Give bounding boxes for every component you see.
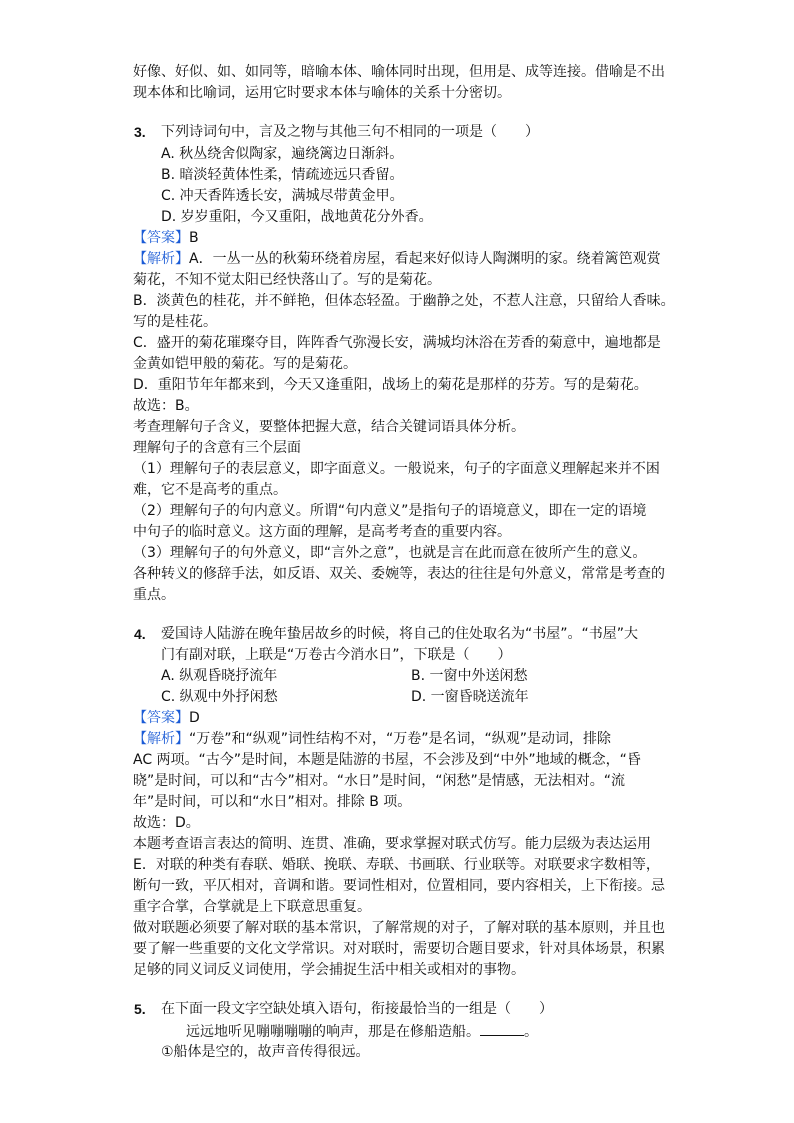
q4-answer: D — [189, 710, 200, 726]
q5-item-1: ①船体是空的，故声音传得很远。 — [161, 1044, 370, 1060]
q4-analysis-line: 本题考查语言表达的简明、连贯、准确，要求掌握对联式仿写。能力层级为表达运用 — [133, 836, 651, 852]
analysis-tag: 【解析】 — [133, 731, 189, 747]
q4-option-d: D. 一窗昏晓送流年 — [411, 689, 529, 705]
q4-analysis-line: E．对联的种类有春联、婚联、挽联、寿联、书画联、行业联等。对联要求字数相等， — [133, 857, 660, 873]
q3-analysis-line-1 — [133, 249, 661, 269]
intro-line-1: 好像、好似、如、如同等，暗喻本体、喻体同时出现，但用是、成等连接。借喻是不出 — [133, 64, 665, 80]
q3-analysis-line: 重点。 — [133, 587, 175, 603]
q3-option-a: A. 秋丛绕舍似陶家，遍绕篱边日渐斜。 — [161, 146, 404, 162]
q3-analysis-line: 故选：B。 — [133, 398, 199, 414]
q4-analysis-line: 年”是时间，可以和“水日”相对。排除 B 项。 — [133, 794, 412, 810]
q3-analysis-line: （1）理解句子的表层意义，即字面意义。一般说来，句子的字面意义理解起来并不困 — [133, 461, 660, 477]
answer-tag: 【答案】 — [133, 230, 189, 246]
q3-answer: B — [189, 230, 199, 246]
q4-analysis-line: 做对联题必须要了解对联的基本常识，了解常规的对子，了解对联的基本原则，并且也 — [133, 920, 665, 936]
q3-analysis-line: D．重阳节年年都来到，今天又逢重阳，战场上的菊花是那样的芬芳。写的是菊花。 — [133, 377, 648, 393]
q3-option-d: D. 岁岁重阳，今又重阳，战地黄花分外香。 — [161, 209, 433, 225]
q4-analysis-line: 故选：D。 — [133, 815, 200, 831]
q3-analysis-line: B．淡黄色的桂花，并不鲜艳，但体态轻盈。于幽静之处，不惹人注意，只留给人香味。 — [133, 293, 675, 309]
q3-analysis-line: C．盛开的菊花璀璨夺目，阵阵香气弥漫长安，满城均沐浴在芳香的菊意中，遍地都是 — [133, 335, 661, 351]
q4-analysis-line: 重字合掌，合掌就是上下联意思重复。 — [133, 899, 371, 915]
q4-analysis-line-1 — [133, 729, 611, 749]
question-3-stem: 下列诗词句中，言及之物与其他三句不相同的一项是（ ） — [161, 124, 539, 140]
q4-analysis-line: 要了解一些重要的文化文学常识。对对联时，需要切合题目要求，针对具体场景，积累 — [133, 941, 665, 957]
q4-analysis-line: 断句一致，平仄相对，音调和谐。要词性相对，位置相同，要内容相关，上下衔接。忌 — [133, 878, 665, 894]
q4-analysis-line: AC 两项。“古今”是时间，本题是陆游的书屋，不会涉及到“中外”地域的概念，“昏 — [133, 752, 641, 768]
answer-tag: 【答案】 — [133, 710, 189, 726]
q3-option-c: C. 冲天香阵透长安，满城尽带黄金甲。 — [161, 188, 404, 204]
question-4-number: 4. — [134, 626, 146, 642]
question-3-number: 3. — [134, 124, 146, 140]
q3-analysis-line: 难，它不是高考的重点。 — [133, 482, 287, 498]
q3-analysis-line: 金黄如铠甲般的菊花。写的是菊花。 — [133, 356, 357, 372]
intro-line-2: 现本体和比喻词，运用它时要求本体与喻体的关系十分密切。 — [133, 85, 511, 101]
q3-analysis-line: 各种转义的修辞手法，如反语、双关、委婉等，表达的往往是句外意义，常常是考查的 — [133, 566, 665, 582]
q3-analysis-line: 考查理解句子含义，要整体把握大意，结合关键词语具体分析。 — [133, 419, 525, 435]
q4-analysis-text: “万卷”和“纵观”词性结构不对，“万卷”是名词，“纵观”是动词，排除 — [189, 731, 612, 747]
q4-analysis-line: 足够的同义词反义词使用，学会捕捉生活中相关或相对的事物。 — [133, 962, 525, 978]
q5-passage — [186, 1021, 538, 1042]
question-4-stem-1: 爱国诗人陆游在晚年蛰居故乡的时候，将自己的住处取名为“书屋”。“书屋”大 — [161, 626, 639, 642]
question-5-stem: 在下面一段文字空缺处填入语句，衔接最恰当的一组是（ ） — [161, 1001, 553, 1017]
q3-analysis-line: （2）理解句子的句内意义。所谓“句内意义”是指句子的语境意义，即在一定的语境 — [133, 503, 647, 519]
q4-option-a: A. 纵观昏晓抒流年 — [161, 668, 278, 684]
q3-analysis-line: 理解句子的含意有三个层面 — [133, 440, 301, 456]
q3-analysis-text: A．一丛一丛的秋菊环绕着房屋，看起来好似诗人陶渊明的家。绕着篱笆观赏 — [189, 251, 661, 267]
q3-answer-line — [133, 228, 199, 248]
q3-analysis-line: 写的是桂花。 — [133, 314, 217, 330]
question-5-number: 5. — [134, 1001, 146, 1017]
q3-analysis-line: （3）理解句子的句外意义，即“言外之意”，也就是言在此而意在彼所产生的意义。 — [133, 545, 647, 561]
q5-passage-end: 。 — [524, 1024, 538, 1040]
analysis-tag: 【解析】 — [133, 251, 189, 267]
q4-option-c: C. 纵观中外抒闲愁 — [161, 689, 278, 705]
q4-answer-line — [133, 708, 200, 728]
q5-passage-text: 远远地听见嘣嘣嘣嘣的响声，那是在修船造船。 — [186, 1024, 480, 1040]
question-4-stem-2: 门有副对联，上联是“万卷古今消水日”，下联是（ ） — [161, 647, 512, 663]
q3-option-b: B. 暗淡轻黄体性柔，情疏迹远只香留。 — [161, 167, 404, 183]
q3-analysis-line: 中句子的临时意义。这方面的理解，是高考考查的重要内容。 — [133, 524, 511, 540]
q4-option-b: B. 一窗中外送闲愁 — [411, 668, 528, 684]
q3-analysis-line: 菊花，不知不觉太阳已经快落山了。写的是菊花。 — [133, 272, 441, 288]
fill-blank — [480, 1021, 524, 1036]
q4-analysis-line: 晓”是时间，可以和“古今”相对。“水日”是时间，“闲愁”是情感，无法相对。“流 — [133, 773, 626, 789]
